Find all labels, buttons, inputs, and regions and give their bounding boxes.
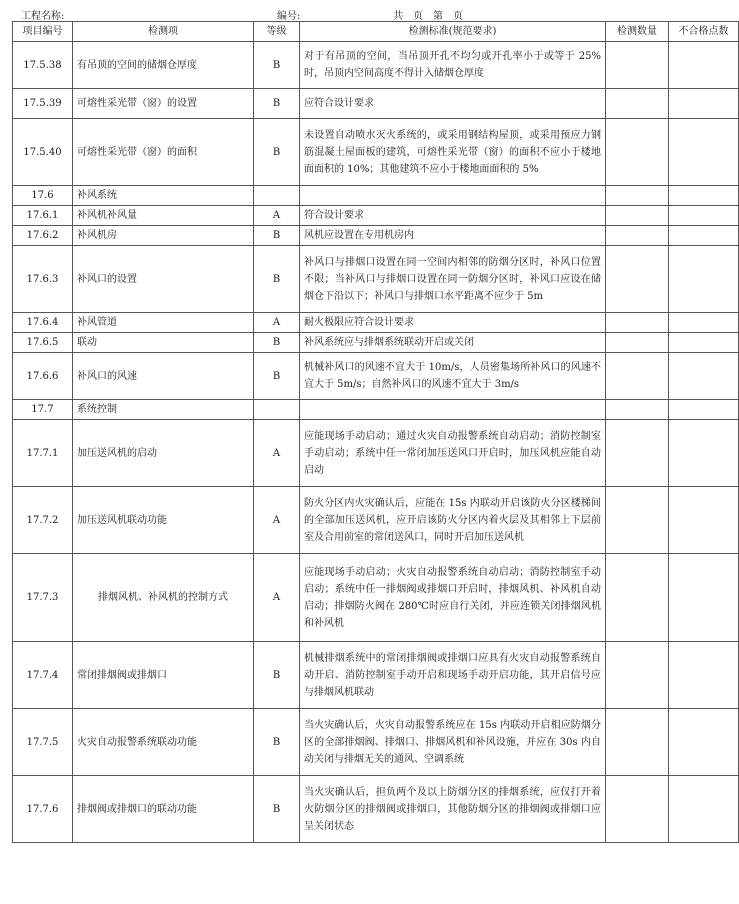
row-code-cell: 17.5.40 <box>13 119 73 186</box>
row-quantity-cell <box>606 206 669 226</box>
row-item-cell: 加压送风机的启动 <box>73 420 254 487</box>
row-item-cell: 火灾自动报警系统联动功能 <box>73 709 254 776</box>
table-row <box>13 206 739 226</box>
row-grade-cell: B <box>254 226 300 246</box>
row-fail-count-cell <box>669 313 739 333</box>
row-fail-count-cell <box>669 487 739 554</box>
row-fail-count-cell <box>669 420 739 487</box>
row-quantity-cell <box>606 709 669 776</box>
row-item-cell: 可熔性采光带（窗）的设置 <box>73 89 254 119</box>
row-standard-cell: 机械排烟系统中的常闭排烟阀或排烟口应具有火灾自动报警系统自动开启、消防控制室手动开启和现场手动开启功能，其开启信号应与排烟风机联动 <box>300 642 606 709</box>
row-grade-cell: A <box>254 313 300 333</box>
row-fail-count-cell <box>669 776 739 843</box>
row-fail-count-cell <box>669 186 739 206</box>
table-row <box>13 226 739 246</box>
row-standard-cell: 未设置自动喷水灭火系统的，或采用钢结构屋顶，或采用预应力钢筋混凝土屋面板的建筑，可熔性采光带（窗）的面积不应小于楼地面面积的 10%；其他建筑不应小于楼地面面积的 5% <box>300 119 606 186</box>
row-quantity-cell <box>606 554 669 642</box>
row-standard-cell: 补风口与排烟口设置在同一空间内相邻的防烟分区时，补风口位置不限；当补风口与排烟口设置在同一防烟分区时，补风口应设在储烟仓下沿以下；补风口与排烟口水平距离不应少于 5m <box>300 246 606 313</box>
table-row <box>13 776 739 843</box>
row-grade-cell: B <box>254 642 300 709</box>
row-standard-cell: 应能现场手动启动；通过火灾自动报警系统自动启动；消防控制室手动启动；系统中任一常闭加压送风口开启时，加压风机应能自动启动 <box>300 420 606 487</box>
row-fail-count-cell <box>669 89 739 119</box>
inspection-table <box>12 21 739 843</box>
row-quantity-cell <box>606 353 669 400</box>
row-code-cell: 17.6.4 <box>13 313 73 333</box>
row-standard-cell: 应能现场手动启动；火灾自动报警系统自动启动；消防控制室手动启动；系统中任一排烟阀或排烟口开启时，排烟风机、补风机自动启动；排烟防火阀在 280℃时应自行关闭，并应连锁关闭排烟风机和补风机 <box>300 554 606 642</box>
row-grade-cell: B <box>254 776 300 843</box>
row-standard-cell: 补风系统应与排烟系统联动开启或关闭 <box>300 333 606 353</box>
row-quantity-cell <box>606 776 669 843</box>
row-item-cell: 补风口的风速 <box>73 353 254 400</box>
row-grade-cell: A <box>254 206 300 226</box>
row-code-cell: 17.7.2 <box>13 487 73 554</box>
row-standard-cell <box>300 186 606 206</box>
row-code-cell: 17.6.3 <box>13 246 73 313</box>
column-header-grade: 等级 <box>254 22 300 42</box>
row-quantity-cell <box>606 420 669 487</box>
form-code-label: 编号: <box>277 11 301 22</box>
row-item-cell: 补风机房 <box>73 226 254 246</box>
row-fail-count-cell <box>669 400 739 420</box>
row-grade-cell: B <box>254 42 300 89</box>
row-item-cell: 加压送风机联动功能 <box>73 487 254 554</box>
row-item-cell: 有吊顶的空间的储烟仓厚度 <box>73 42 254 89</box>
row-quantity-cell <box>606 89 669 119</box>
row-item-cell: 补风系统 <box>73 186 254 206</box>
row-grade-cell: B <box>254 246 300 313</box>
row-quantity-cell <box>606 313 669 333</box>
row-fail-count-cell <box>669 119 739 186</box>
row-fail-count-cell <box>669 42 739 89</box>
row-standard-cell: 应符合设计要求 <box>300 89 606 119</box>
table-row <box>13 89 739 119</box>
row-quantity-cell <box>606 186 669 206</box>
row-standard-cell: 防火分区内火灾确认后，应能在 15s 内联动开启该防火分区楼梯间的全部加压送风机，应开启该防火分区内着火层及其相邻上下层前室及合用前室的常闭送风口，同时开启加压送风机 <box>300 487 606 554</box>
table-row <box>13 487 739 554</box>
row-fail-count-cell <box>669 206 739 226</box>
row-quantity-cell <box>606 246 669 313</box>
column-header-item: 检测项 <box>73 22 254 42</box>
row-grade-cell <box>254 186 300 206</box>
row-quantity-cell <box>606 42 669 89</box>
row-standard-cell: 当火灾确认后，担负两个及以上防烟分区的排烟系统，应仅打开着火防烟分区的排烟阀或排烟口，其他防烟分区的排烟阀或排烟口应呈关闭状态 <box>300 776 606 843</box>
table-header-row <box>13 22 739 42</box>
row-fail-count-cell <box>669 246 739 313</box>
row-quantity-cell <box>606 226 669 246</box>
row-code-cell: 17.7.4 <box>13 642 73 709</box>
row-standard-cell: 机械补风口的风速不宜大于 10m/s，人员密集场所补风口的风速不宜大于 5m/s；自然补风口的风速不宜大于 3m/s <box>300 353 606 400</box>
row-code-cell: 17.6.6 <box>13 353 73 400</box>
row-code-cell: 17.6.5 <box>13 333 73 353</box>
row-code-cell: 17.5.39 <box>13 89 73 119</box>
row-quantity-cell <box>606 487 669 554</box>
row-standard-cell: 风机应设置在专用机房内 <box>300 226 606 246</box>
row-standard-cell <box>300 400 606 420</box>
row-item-cell: 排烟风机、补风机的控制方式 <box>73 554 254 642</box>
row-item-cell: 常闭排烟阀或排烟口 <box>73 642 254 709</box>
row-fail-count-cell <box>669 554 739 642</box>
row-grade-cell: B <box>254 333 300 353</box>
row-grade-cell: A <box>254 487 300 554</box>
row-fail-count-cell <box>669 353 739 400</box>
table-row <box>13 42 739 89</box>
row-standard-cell: 当火灾确认后，火灾自动报警系统应在 15s 内联动开启相应防烟分区的全部排烟阀、排烟口、排烟风机和补风设施，并应在 30s 内自动关闭与排烟无关的通风、空调系统 <box>300 709 606 776</box>
row-grade-cell: A <box>254 420 300 487</box>
row-code-cell: 17.7.5 <box>13 709 73 776</box>
table-row <box>13 420 739 487</box>
project-name-label: 工程名称: <box>21 11 65 22</box>
row-code-cell: 17.7.1 <box>13 420 73 487</box>
table-row <box>13 642 739 709</box>
table-row <box>13 709 739 776</box>
row-code-cell: 17.6 <box>13 186 73 206</box>
row-fail-count-cell <box>669 226 739 246</box>
row-quantity-cell <box>606 400 669 420</box>
row-item-cell: 系统控制 <box>73 400 254 420</box>
row-code-cell: 17.6.1 <box>13 206 73 226</box>
row-standard-cell: 对于有吊顶的空间，当吊顶开孔不均匀或开孔率小于或等于 25%时，吊顶内空间高度不得计入储烟仓厚度 <box>300 42 606 89</box>
form-header <box>0 0 719 20</box>
row-item-cell: 排烟阀或排烟口的联动功能 <box>73 776 254 843</box>
table-row <box>13 554 739 642</box>
row-fail-count-cell <box>669 709 739 776</box>
row-quantity-cell <box>606 333 669 353</box>
row-grade-cell: B <box>254 709 300 776</box>
row-code-cell: 17.7.3 <box>13 554 73 642</box>
row-quantity-cell <box>606 119 669 186</box>
row-grade-cell: B <box>254 353 300 400</box>
row-grade-cell: A <box>254 554 300 642</box>
row-code-cell: 17.6.2 <box>13 226 73 246</box>
row-standard-cell: 耐火极限应符合设计要求 <box>300 313 606 333</box>
row-code-cell: 17.7.6 <box>13 776 73 843</box>
column-header-quantity: 检测数量 <box>606 22 669 42</box>
table-row <box>13 313 739 333</box>
row-standard-cell: 符合设计要求 <box>300 206 606 226</box>
table-row <box>13 119 739 186</box>
table-row <box>13 186 739 206</box>
table-row <box>13 353 739 400</box>
row-grade-cell: B <box>254 119 300 186</box>
row-code-cell: 17.7 <box>13 400 73 420</box>
row-item-cell: 补风口的设置 <box>73 246 254 313</box>
table-row <box>13 246 739 313</box>
row-code-cell: 17.5.38 <box>13 42 73 89</box>
row-fail-count-cell <box>669 642 739 709</box>
row-item-cell: 可熔性采光带（窗）的面积 <box>73 119 254 186</box>
row-grade-cell: B <box>254 89 300 119</box>
row-fail-count-cell <box>669 333 739 353</box>
row-grade-cell <box>254 400 300 420</box>
column-header-fail-count: 不合格点数 <box>669 22 739 42</box>
table-row <box>13 400 739 420</box>
page-count-label: 共 页 第 页 <box>393 11 463 22</box>
column-header-standard: 检测标准(规范要求) <box>300 22 606 42</box>
column-header-code: 项目编号 <box>13 22 73 42</box>
row-quantity-cell <box>606 642 669 709</box>
row-item-cell: 联动 <box>73 333 254 353</box>
table-row <box>13 333 739 353</box>
row-item-cell: 补风管道 <box>73 313 254 333</box>
row-item-cell: 补风机补风量 <box>73 206 254 226</box>
